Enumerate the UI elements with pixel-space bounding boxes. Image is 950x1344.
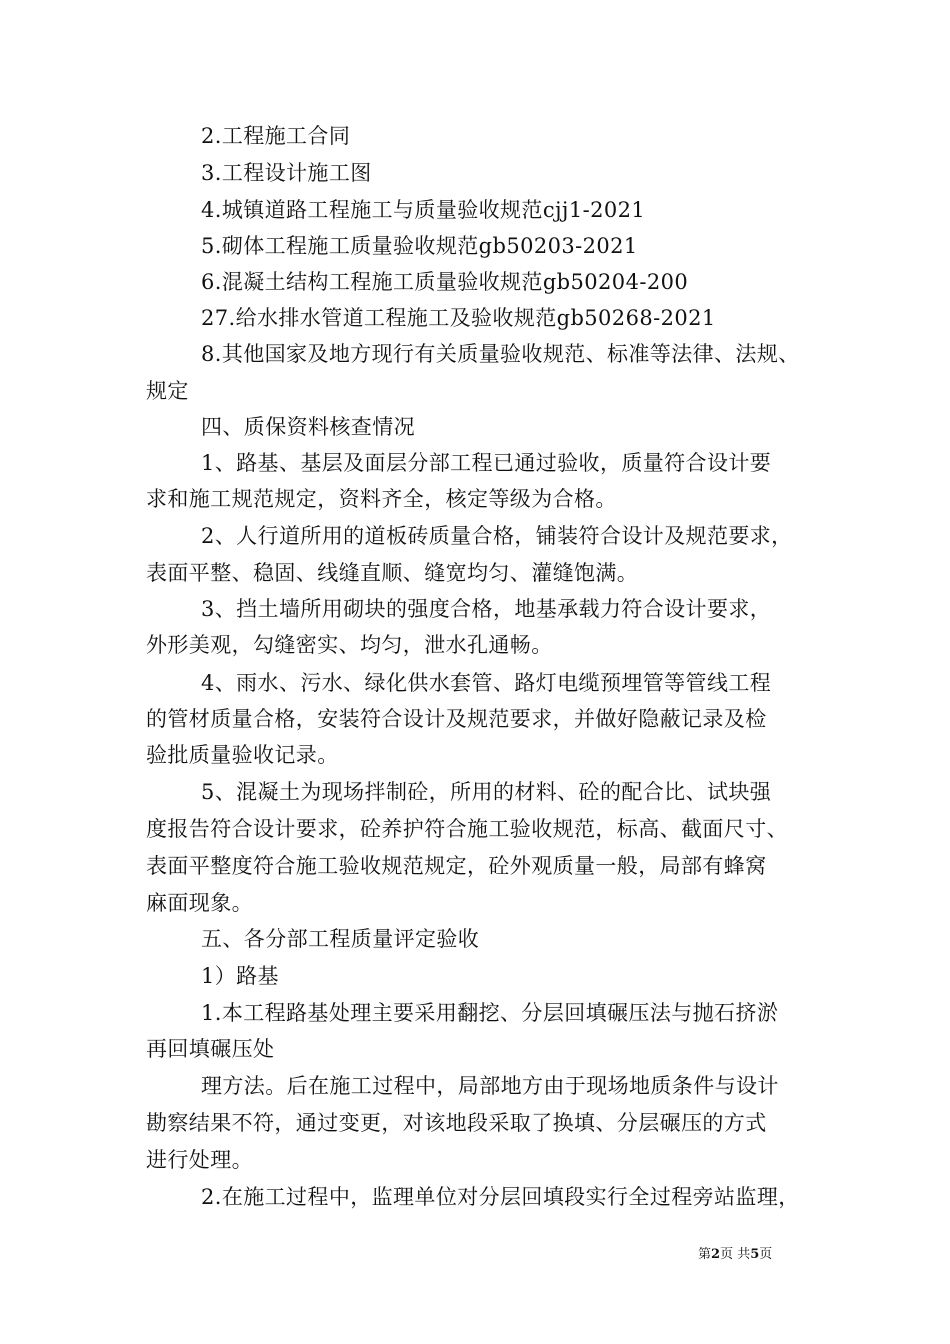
text-line: 2、人行道所用的道板砖质量合格，铺装符合设计及规范要求，: [201, 524, 793, 548]
text-line: 5.砌体工程施工质量验收规范gb50203-2021: [201, 234, 638, 258]
text-line: 4.城镇道路工程施工与质量验收规范cjj1-2021: [201, 198, 646, 222]
text-line: 8.其他国家及地方现行有关质量验收规范、标准等法律、法规、: [201, 342, 800, 366]
text-line: 进行处理。: [146, 1148, 253, 1172]
text-line: 表面平整度符合施工验收规范规定，砼外观质量一般，局部有蜂窝: [146, 854, 767, 878]
page-footer: [698, 1246, 772, 1264]
text-line: 麻面现象。: [146, 891, 253, 915]
text-line: 3、挡土墙所用砌块的强度合格，地基承载力符合设计要求，: [201, 597, 772, 621]
text-line: 4、雨水、污水、绿化供水套管、路灯电缆预埋管等管线工程: [201, 671, 772, 695]
text-line: 度报告符合设计要求，砼养护符合施工验收规范，标高、截面尺寸、: [146, 817, 788, 841]
text-line: 勘察结果不符，通过变更，对该地段采取了换填、分层碾压的方式: [146, 1111, 767, 1135]
text-line: 5、混凝土为现场拌制砼，所用的材料、砼的配合比、试块强: [201, 780, 772, 804]
text-line: 理方法。后在施工过程中，局部地方由于现场地质条件与设计: [201, 1074, 779, 1098]
text-line: 2.在施工过程中，监理单位对分层回填段实行全过程旁站监理，: [201, 1185, 800, 1209]
text-line: 3.工程设计施工图: [201, 161, 372, 185]
text-line: 27.给水排水管道工程施工及验收规范gb50268-2021: [201, 306, 716, 330]
footer-total-pages: 5: [750, 1247, 760, 1262]
text-line: 6.混凝土结构工程施工质量验收规范gb50204-200: [201, 270, 689, 294]
text-line: 1、路基、基层及面层分部工程已通过验收，质量符合设计要: [201, 451, 772, 475]
text-line: 再回填碾压处: [146, 1037, 275, 1061]
footer-middle: 页 共: [720, 1247, 751, 1262]
text-line: 求和施工规范规定，资料齐全，核定等级为合格。: [146, 487, 617, 511]
footer-page-number: 2: [711, 1247, 721, 1262]
text-line: 验批质量验收记录。: [146, 743, 339, 767]
text-line: 表面平整、稳固、线缝直顺、缝宽均匀、灌缝饱满。: [146, 561, 639, 585]
section-heading: 五、各分部工程质量评定验收: [201, 927, 480, 951]
text-line: 2.工程施工合同: [201, 124, 351, 148]
section-heading: 四、质保资料核查情况: [201, 415, 415, 439]
text-line: 1.本工程路基处理主要采用翻挖、分层回填碾压法与抛石挤淤: [201, 1001, 779, 1025]
subsection-heading: 1）路基: [201, 964, 279, 988]
text-line: 外形美观，勾缝密实、均匀，泄水孔通畅。: [146, 633, 553, 657]
text-line: 的管材质量合格，安装符合设计及规范要求，并做好隐蔽记录及检: [146, 707, 767, 731]
text-line: 规定: [146, 379, 189, 403]
footer-suffix: 页: [759, 1247, 773, 1262]
footer-prefix: 第: [698, 1247, 712, 1262]
